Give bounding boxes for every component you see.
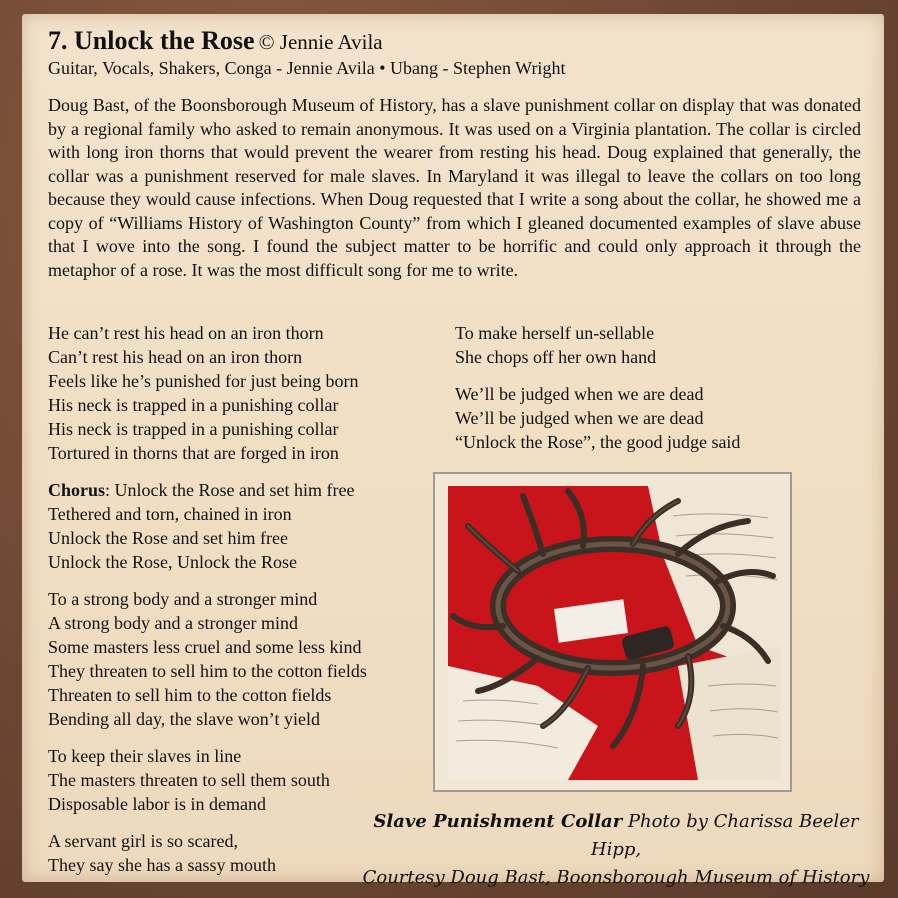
lyric-line: We’ll be judged when we are dead — [455, 384, 704, 404]
collar-illustration — [448, 486, 781, 780]
verse-1 — [48, 321, 428, 465]
lyric-line: “Unlock the Rose”, the good judge said — [455, 432, 741, 452]
caption-line-1 — [356, 808, 876, 864]
lyric-line: A strong body and a stronger mind — [48, 613, 298, 633]
lyric-line: Some masters less cruel and some less kind — [48, 637, 362, 657]
lyric-line: She chops off her own hand — [455, 347, 657, 367]
caption-title: Slave Punishment Collar — [373, 811, 623, 832]
verse-6 — [455, 382, 855, 454]
lyric-line: Bending all day, the slave won’t yield — [48, 709, 320, 729]
lyrics-left-column — [48, 321, 428, 890]
lyric-line — [48, 478, 428, 502]
lyric-line: Disposable labor is in demand — [48, 794, 266, 814]
lyric-line: Unlock the Rose and set him free — [48, 528, 288, 548]
lyric-line: Feels like he’s punished for just being born — [48, 371, 359, 391]
lyric-line: His neck is trapped in a punishing collar — [48, 395, 339, 415]
chorus-label: Chorus — [48, 480, 106, 500]
lyrics-right-column — [455, 321, 855, 467]
caption-credit: Photo by Charissa Beeler Hipp, — [590, 811, 859, 860]
verse-3 — [48, 744, 428, 816]
photo-caption — [356, 808, 876, 892]
lyric-line: Can’t rest his head on an iron thorn — [48, 347, 303, 367]
lyric-line: He can’t rest his head on an iron thorn — [48, 323, 324, 343]
lyric-line: The masters threaten to sell them south — [48, 770, 330, 790]
lyric-line: Threaten to sell him to the cotton fields — [48, 685, 332, 705]
chorus-first-line: : Unlock the Rose and set him free — [105, 480, 355, 500]
verse-2 — [48, 587, 428, 731]
lyric-line: To a strong body and a stronger mind — [48, 589, 318, 609]
lyric-line: They say she has a sassy mouth — [48, 855, 276, 875]
lyric-line: Unlock the Rose, Unlock the Rose — [48, 552, 297, 572]
chorus — [48, 478, 428, 574]
lyric-line: Tortured in thorns that are forged in iron — [48, 443, 339, 463]
song-heading — [48, 26, 383, 56]
lyric-line: Tethered and torn, chained in iron — [48, 504, 292, 524]
lyric-line: To keep their slaves in line — [48, 746, 242, 766]
verse-5 — [455, 321, 855, 369]
song-title: 7. Unlock the Rose — [48, 26, 255, 55]
lyric-line: To make herself un-sellable — [455, 323, 655, 343]
lyric-line: We’ll be judged when we are dead — [455, 408, 704, 428]
lyric-line: They threaten to sell him to the cotton fields — [48, 661, 367, 681]
caption-line-2: Courtesy Doug Bast, Boonsborough Museum of History — [362, 867, 870, 888]
intro-paragraph: Doug Bast, of the Boonsborough Museum of History, has a slave punishment collar on display that was donated by a regional family who asked to remain anonymous. It was used on a Virginia plantation. The collar is circled with long iron thorns that would prevent the wearer from resting his head. Doug explained that generally, the collar was a punishment reserved for male slaves. In Maryland it was illegal to leave the collars on too long because they would cause infections. When Doug requested that I write a song about the collar, he showed me a copy of “Williams History of Washington County” from which I gleaned documented examples of slave abuse that I wove into the song. I found the subject matter to be horrific and could only approach it through the metaphor of a rose. It was the most difficult song for me to write. — [48, 95, 861, 280]
song-copyright: © Jennie Avila — [258, 30, 383, 54]
collar-photo — [448, 486, 781, 780]
song-credits: Guitar, Vocals, Shakers, Conga - Jennie Avila • Ubang - Stephen Wright — [48, 58, 566, 78]
lyric-line: A servant girl is so scared, — [48, 831, 238, 851]
lyric-line: His neck is trapped in a punishing collar — [48, 419, 339, 439]
photo-frame — [433, 472, 792, 792]
